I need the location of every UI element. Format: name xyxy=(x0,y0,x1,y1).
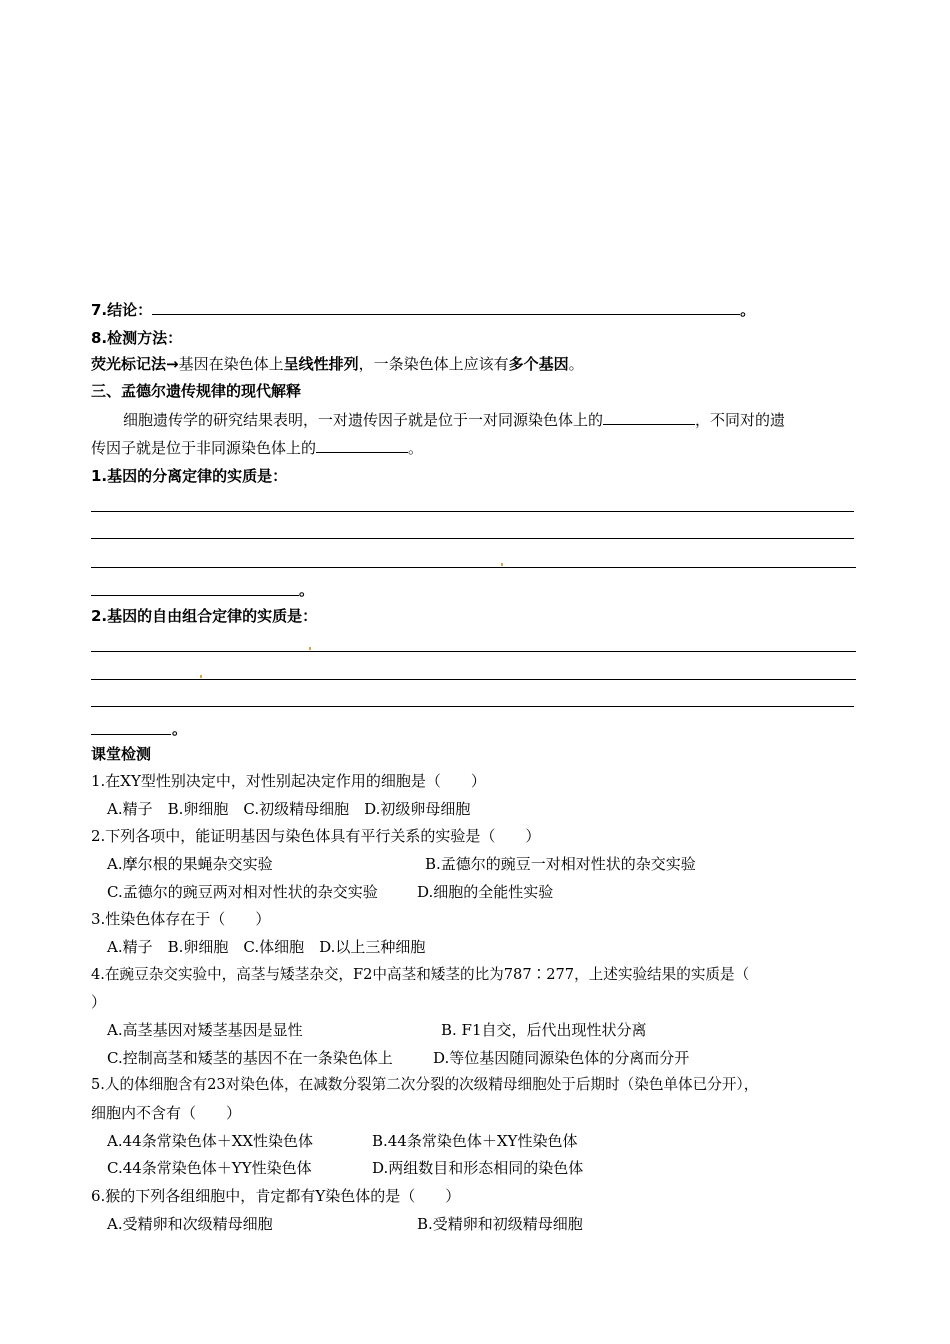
fluor-text-2: ，一条染色体上应该有 xyxy=(358,355,509,373)
question-4-option-a[interactable]: A.高茎基因对矮茎基因是显性 xyxy=(107,1021,303,1039)
question-3-options[interactable]: A.精子 B.卵细胞 C.体细胞 D.以上三种细胞 xyxy=(107,938,426,956)
question-4-option-c[interactable]: C.控制高茎和矮茎的基因不在一条染色体上 xyxy=(107,1049,393,1067)
assortment-answer-line-2[interactable] xyxy=(91,679,856,680)
fluor-text-1: 基因在染色体上 xyxy=(178,355,284,373)
fluor-end: 。 xyxy=(568,355,584,373)
segregation-end: 。 xyxy=(299,581,315,599)
question-3-stem: 3.性染色体存在于（ ） xyxy=(91,910,271,928)
question-4-stem-line-2: ） xyxy=(91,993,107,1011)
assortment-end: 。 xyxy=(172,720,188,738)
decorative-dot xyxy=(200,675,202,678)
fluorescence-line xyxy=(91,354,584,374)
paragraph-text-a: 细胞遗传学的研究结果表明，一对遗传因子就是位于一对同源染色体上的 xyxy=(123,411,604,429)
assortment-answer-line-4[interactable] xyxy=(91,734,171,735)
question-5-option-a[interactable]: A.44条常染色体＋XX性染色体 xyxy=(107,1132,314,1150)
arrow-icon: → xyxy=(166,355,179,373)
detection-method-label: 8.检测方法： xyxy=(91,329,183,347)
question-5-stem-line-2: 细胞内不含有（ ） xyxy=(91,1104,242,1122)
segregation-answer-line-4[interactable] xyxy=(91,595,299,596)
paragraph-line-2 xyxy=(91,438,423,458)
fluorescence-method: 荧光标记法 xyxy=(91,355,167,373)
assortment-answer-line-1[interactable] xyxy=(91,651,856,652)
class-test-title: 课堂检测 xyxy=(91,745,152,763)
question-4-option-d[interactable]: D.等位基因随同源染色体的分离而分开 xyxy=(433,1049,690,1067)
fluor-linear: 呈线性排列 xyxy=(283,355,359,373)
homologous-blank[interactable] xyxy=(603,410,695,425)
question-1-stem: 1.在XY型性别决定中，对性别起决定作用的细胞是（ ） xyxy=(91,772,486,790)
question-5-stem-line-1: 5.人的体细胞含有23对染色体，在减数分裂第二次分裂的次级精母细胞处于后期时（染色单体已分开）， xyxy=(91,1076,759,1093)
question-5-option-c[interactable]: C.44条常染色体＋YY性染色体 xyxy=(107,1159,312,1177)
fluor-multiple-genes: 多个基因 xyxy=(508,355,569,373)
question-2-option-a[interactable]: A.摩尔根的果蝇杂交实验 xyxy=(107,855,273,873)
question-2-option-c[interactable]: C.孟德尔的豌豆两对相对性状的杂交实验 xyxy=(107,883,378,901)
question-2-option-b[interactable]: B.孟德尔的豌豆一对相对性状的杂交实验 xyxy=(425,855,696,873)
question-6-option-a[interactable]: A.受精卵和次级精母细胞 xyxy=(107,1215,273,1233)
question-5-option-b[interactable]: B.44条常染色体＋XY性染色体 xyxy=(372,1132,578,1150)
nonhomologous-blank[interactable] xyxy=(316,438,408,453)
question-6-stem: 6.猴的下列各组细胞中，肯定都有Y染色体的是（ ） xyxy=(91,1187,461,1205)
question-4-option-b[interactable]: B. F1自交，后代出现性状分离 xyxy=(441,1021,647,1039)
conclusion-label: 7.结论： xyxy=(91,301,153,319)
independent-assortment-title: 2.基因的自由组合定律的实质是： xyxy=(91,607,318,625)
segregation-answer-line-2[interactable] xyxy=(91,538,854,539)
paragraph-text-d: 。 xyxy=(408,439,424,457)
conclusion-line xyxy=(91,300,755,320)
question-4-stem-line-1: 4.在豌豆杂交实验中，高茎与矮茎杂交，F2中高茎和矮茎的比为787∶277，上述实验结果的实质是（ xyxy=(91,966,750,983)
section-3-title: 三、孟德尔遗传规律的现代解释 xyxy=(91,382,302,400)
decorative-dot xyxy=(501,563,503,566)
paragraph-line-1 xyxy=(123,410,785,430)
question-1-options[interactable]: A.精子 B.卵细胞 C.初级精母细胞 D.初级卵母细胞 xyxy=(107,800,471,818)
conclusion-blank[interactable] xyxy=(152,300,740,315)
question-2-option-d[interactable]: D.细胞的全能性实验 xyxy=(417,883,554,901)
question-5-option-d[interactable]: D.两组数目和形态相同的染色体 xyxy=(372,1159,584,1177)
question-2-stem: 2.下列各项中，能证明基因与染色体具有平行关系的实验是（ ） xyxy=(91,827,541,845)
segregation-answer-line-1[interactable] xyxy=(91,511,854,512)
segregation-law-title: 1.基因的分离定律的实质是： xyxy=(91,467,288,485)
paragraph-text-c: 传因子就是位于非同源染色体上的 xyxy=(91,439,317,457)
segregation-answer-line-3[interactable] xyxy=(91,567,856,568)
decorative-dot xyxy=(309,647,311,650)
paragraph-text-b: ，不同对的遗 xyxy=(695,411,786,429)
assortment-answer-line-3[interactable] xyxy=(91,706,854,707)
question-6-option-b[interactable]: B.受精卵和初级精母细胞 xyxy=(417,1215,583,1233)
conclusion-end: 。 xyxy=(740,301,756,319)
